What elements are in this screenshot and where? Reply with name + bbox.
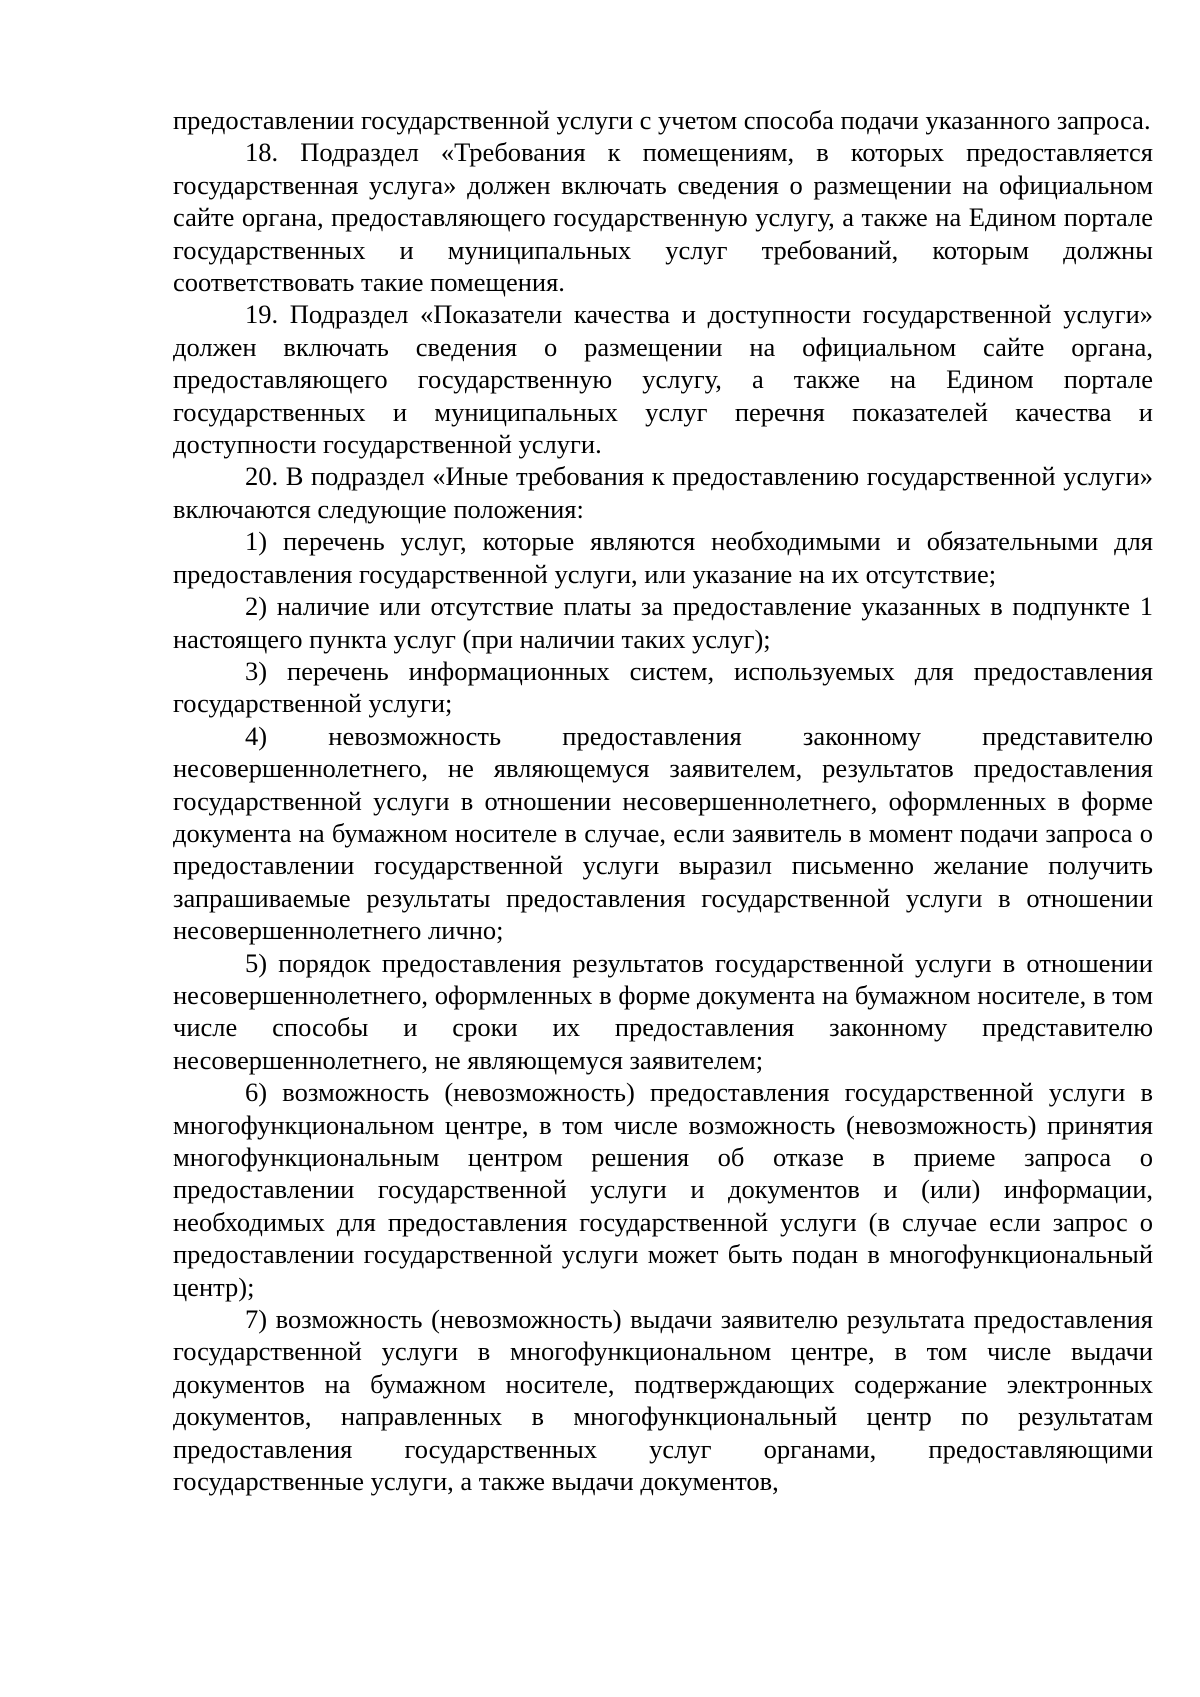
list-item-2: 2) наличие или отсутствие платы за предоставление указанных в подпункте 1 настоящего пункта услуг (при наличии таких услуг); (173, 591, 1153, 654)
list-item-4: 4) невозможность предоставления законному представителю несовершеннолетнего, не являющемуся заявителем, результатов предоставления государственной услуги в отношении несовершеннолетнего, оформленных в форме документа на бумажном носителе в случае, если заявитель в момент подачи запроса о предоставлении государственной услуги выразил письменно желание получить запрашиваемые результаты предоставления государственной услуги в отношении несовершеннолетнего лично; (173, 720, 1153, 946)
list-item-6: 6) возможность (невозможность) предоставления государственной услуги в многофункциональном центре, в том числе возможность (невозможность) принятия многофункциональным центром решения об отказе в приеме запроса о предоставлении государственной услуги и документов и (или) информации, необходимых для предоставления государственной услуги (в случае если запрос о предоставлении государственной услуги может быть подан в многофункциональный центр); (173, 1077, 1153, 1302)
list-item-1: 1) перечень услуг, которые являются необходимыми и обязательными для предоставления государственной услуги, или указание на их отсутствие; (173, 526, 1153, 589)
paragraph-18: 18. Подраздел «Требования к помещениям, в которых предоставляется государственная услуга» должен включать сведения о размещении на официальном сайте органа, предоставляющего государственную услугу, а также на Едином портале государственных и муниципальных услуг требований, которым должны соответствовать такие помещения. (173, 137, 1153, 298)
paragraph-20: 20. В подраздел «Иные требования к предоставлению государственной услуги» включаются следующие положения: (173, 461, 1153, 524)
list-item-3: 3) перечень информационных систем, используемых для предоставления государственной услуги; (173, 655, 1153, 719)
document-page (173, 104, 1153, 1497)
paragraph-continuation: предоставлении государственной услуги с учетом способа подачи указанного запроса. (173, 105, 1151, 135)
list-item-5: 5) порядок предоставления результатов государственной услуги в отношении несовершеннолетнего, оформленных в форме документа на бумажном носителе, в том числе способы и сроки их предоставления законному представителю несовершеннолетнего, не являющемуся заявителем; (173, 947, 1153, 1075)
list-item-7: 7) возможность (невозможность) выдачи заявителю результата предоставления государственной услуги в многофункциональном центре, в том числе выдачи документов на бумажном носителе, подтверждающих содержание электронных документов, направленных в многофункциональный центр по результатам предоставления государственных услуг органами, предоставляющими государственные услуги, а также выдачи документов, (173, 1304, 1153, 1497)
paragraph-19: 19. Подраздел «Показатели качества и доступности государственной услуги» должен включать сведения о размещении на официальном сайте органа, предоставляющего государственную услугу, а также на Едином портале государственных и муниципальных услуг перечня показателей качества и доступности государственной услуги. (173, 299, 1153, 460)
